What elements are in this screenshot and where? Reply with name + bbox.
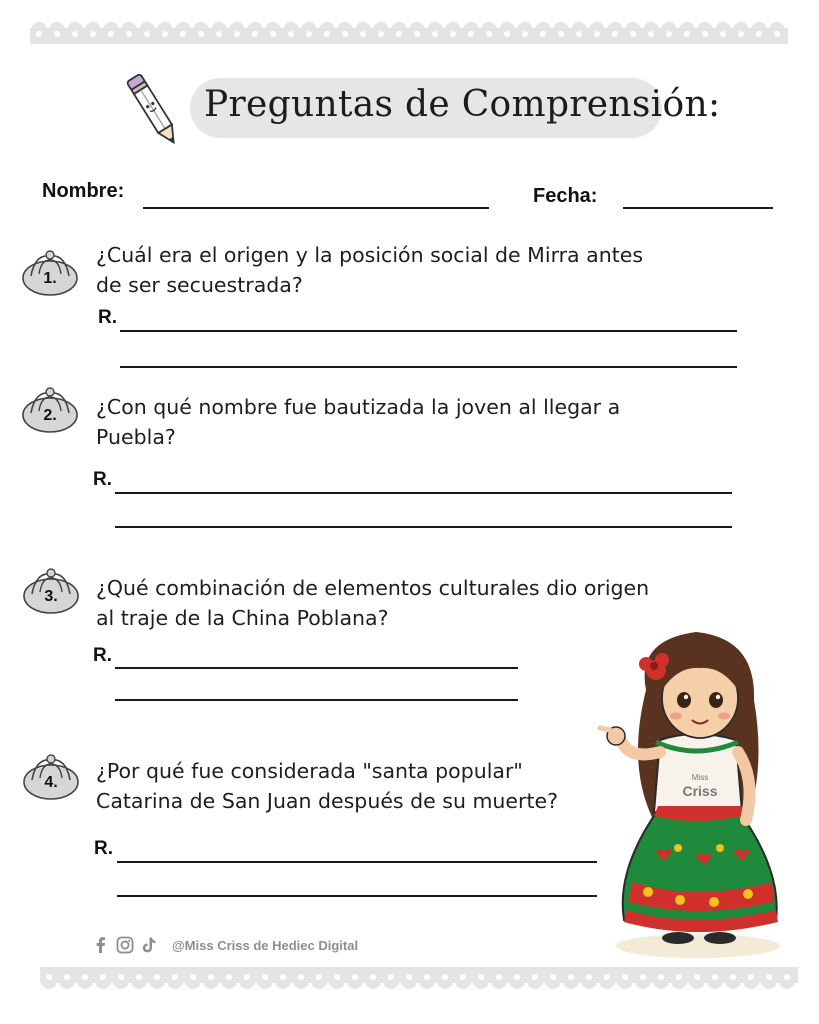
shirt-text-top: Miss [691,773,709,782]
answer-line[interactable] [120,366,737,368]
question-line: de ser secuestrada? [96,273,303,297]
question-line: Puebla? [96,425,176,449]
question-number: 2. [43,407,57,424]
date-label: Fecha: [533,185,598,207]
question-line: al traje de la China Poblana? [96,606,389,630]
question-text-2 [96,392,620,452]
pencil-icon [126,70,182,152]
title-banner [190,78,721,138]
question-badge-3 [22,566,80,616]
answer-label-2: R. [93,469,112,490]
china-poblana-girl-illustration [596,620,796,965]
page-title: Preguntas de Comprensión: [204,84,721,125]
answer-line[interactable] [115,667,518,669]
answer-label-1: R. [98,307,117,328]
footer-credit-text: @Miss Criss de Hediec Digital [172,937,359,953]
shirt-text-bottom: Criss [682,783,718,799]
answer-line[interactable] [117,895,597,897]
instagram-icon[interactable] [116,936,134,954]
question-text-1 [96,240,643,300]
answer-line[interactable] [117,861,597,863]
answer-line[interactable] [120,330,737,332]
question-line: ¿Qué combinación de elementos culturales dio origen [96,576,650,600]
question-line: ¿Cuál era el origen y la posición social de Mirra antes [96,243,644,267]
bottom-decorative-border [40,967,798,989]
question-number: 1. [43,270,57,287]
top-decorative-border [30,22,788,44]
answer-line[interactable] [115,699,518,701]
question-badge-4 [22,752,80,802]
question-badge-2 [21,385,79,435]
name-line[interactable] [143,207,489,209]
question-line: Catarina de San Juan después de su muerte? [96,789,558,813]
facebook-icon[interactable] [92,936,110,954]
question-text-4 [96,756,558,816]
question-number: 3. [44,588,58,605]
name-label: Nombre: [42,180,125,202]
tiktok-icon[interactable] [140,936,158,954]
question-badge-1 [21,248,79,298]
answer-line[interactable] [115,526,732,528]
answer-label-3: R. [93,645,112,666]
footer-credit [92,934,358,956]
answer-label-4: R. [94,838,113,859]
answer-line[interactable] [115,492,732,494]
question-number: 4. [44,774,58,791]
date-line[interactable] [623,207,773,209]
question-text-3 [96,573,649,633]
question-line: ¿Por qué fue considerada "santa popular" [96,759,523,783]
question-line: ¿Con qué nombre fue bautizada la joven al llegar a [96,395,621,419]
